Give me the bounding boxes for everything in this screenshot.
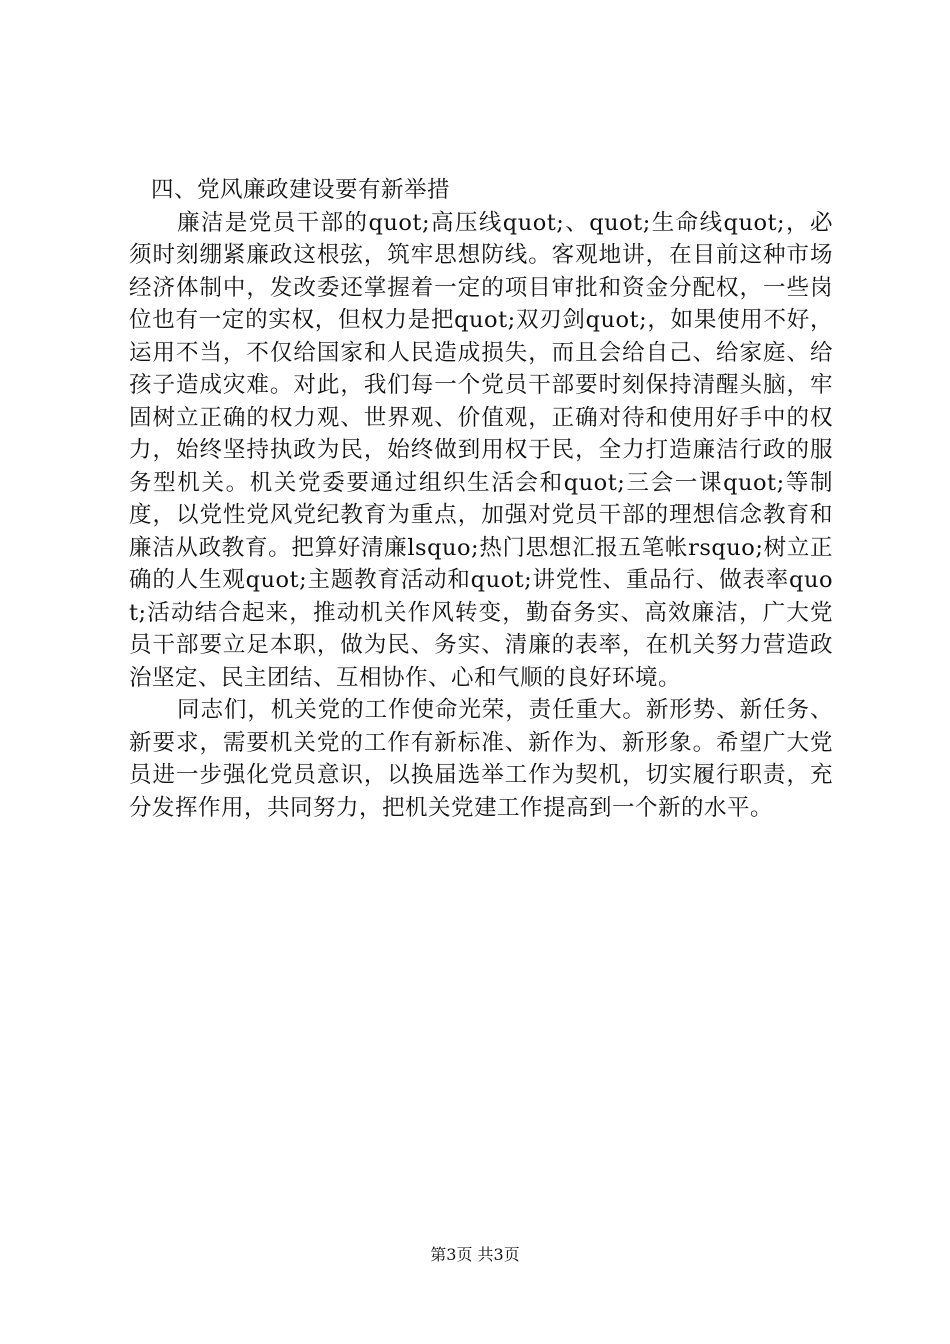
document-body <box>129 174 833 824</box>
section-heading: 四、党风廉政建设要有新举措 <box>151 177 451 203</box>
page-number-footer: 第3页 共3页 <box>430 1245 520 1264</box>
body-paragraph: 同志们，机关党的工作使命光荣，责任重大。新形势、新任务、新要求，需要机关党的工作有新标准、新作为、新形象。希望广大党员进一步强化党员意识，以换届选举工作为契机，切实履行职责，充分发挥作用，共同努力，把机关党建工作提高到一个新的水平。 <box>129 697 833 821</box>
body-paragraph: 廉洁是党员干部的quot;高压线quot;、quot;生命线quot;，必须时刻绷紧廉政这根弦，筑牢思想防线。客观地讲，在目前这种市场经济体制中，发改委还掌握着一定的项目审批和资金分配权，一些岗位也有一定的实权，但权力是把quot;双刃剑quot;，如果使用不好，运用不当，不仅给国家和人民造成损失，而且会给自己、给家庭、给孩子造成灾难。对此，我们每一个党员干部要时刻保持清醒头脑，牢固树立正确的权力观、世界观、价值观，正确对待和使用好手中的权力，始终坚持执政为民，始终做到用权于民，全力打造廉洁行政的服务型机关。机关党委要通过组织生活会和quot;三会一课quot;等制度，以党性党风党纪教育为重点，加强对党员干部的理想信念教育和廉洁从政教育。把算好清廉lsquo;热门思想汇报五笔帐rsquo;树立正确的人生观quot;主题教育活动和quot;讲党性、重品行、做表率quot;活动结合起来，推动机关作风转变，勤奋务实、高效廉洁，广大党员干部要立足本职，做为民、务实、清廉的表率，在机关努力营造政治坚定、民主团结、互相协作、心和气顺的良好环境。 <box>129 209 833 691</box>
